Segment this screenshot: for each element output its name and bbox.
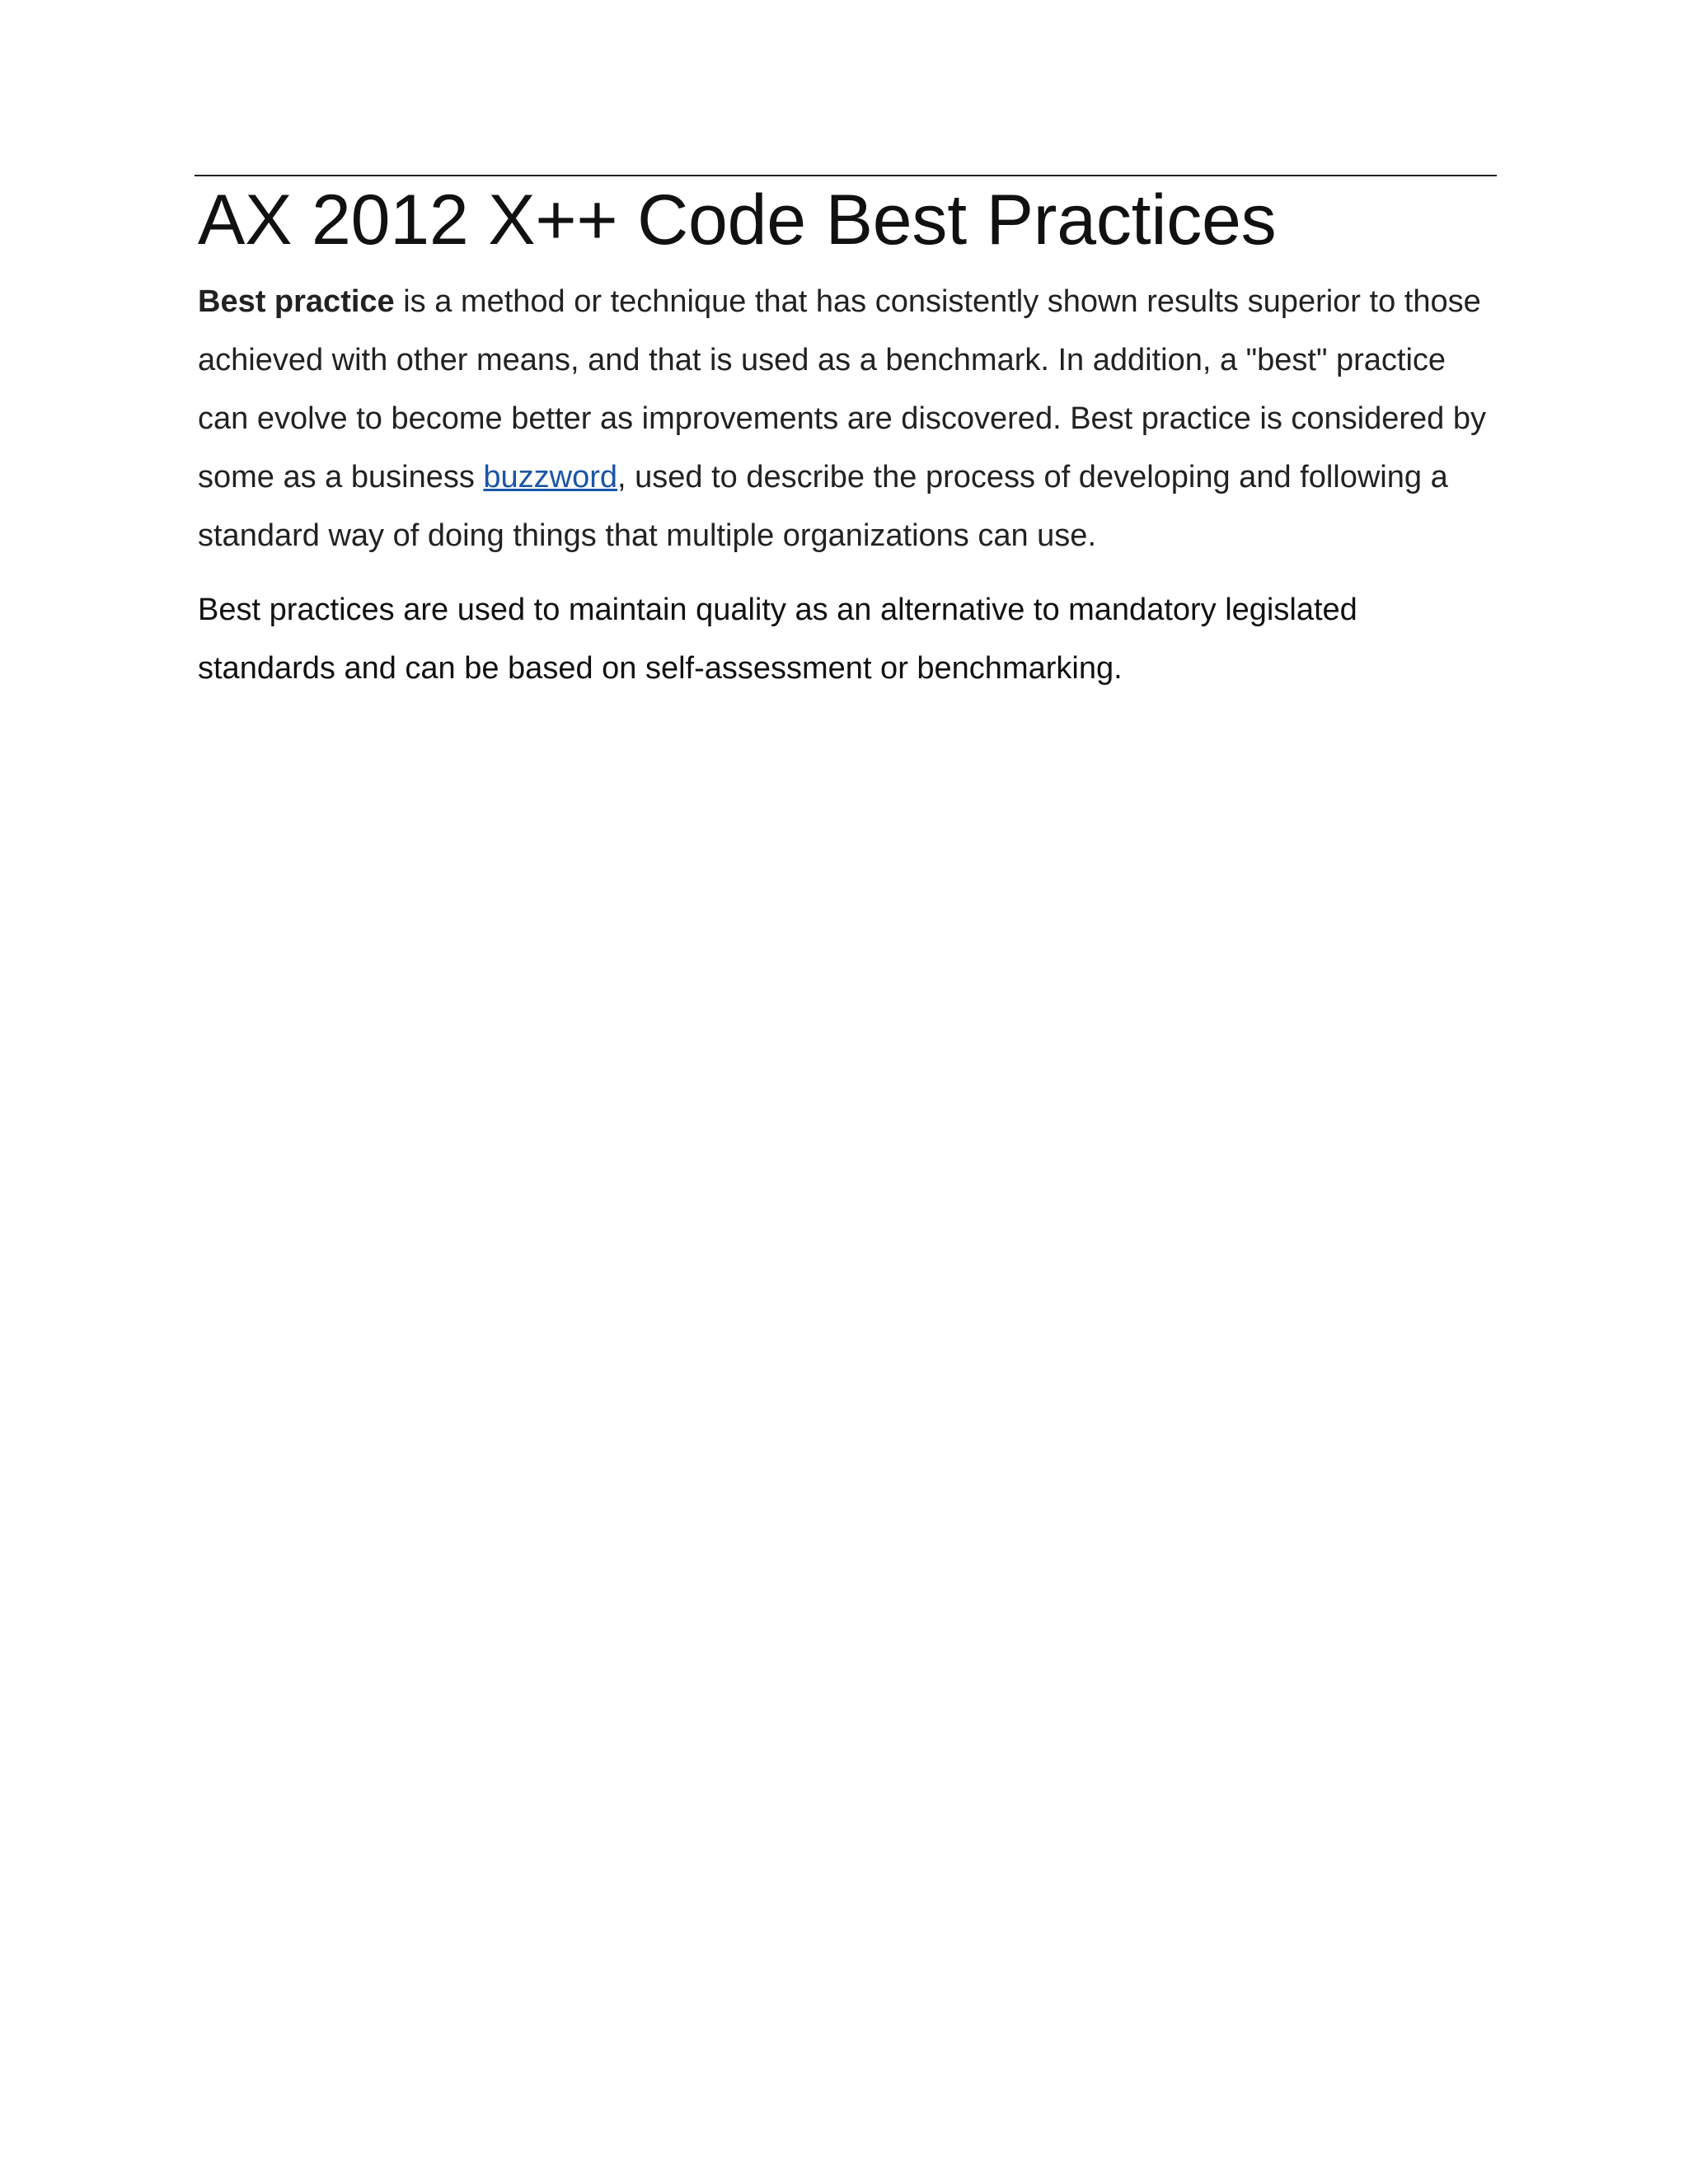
- document-content: [198, 175, 1497, 698]
- intro-text-after-link: , used to describe the process of developing and following a standard way of doing things that multiple organizations can use.: [198, 459, 1448, 553]
- page-title: AX 2012 X++ Code Best Practices: [198, 180, 1277, 260]
- title-divider: [195, 175, 1497, 176]
- intro-paragraph: [198, 273, 1497, 565]
- quality-paragraph: Best practices are used to maintain quality as an alternative to mandatory legislated standards and can be based on self-assessment or benchmarking.: [198, 592, 1357, 686]
- best-practice-term: Best practice: [198, 284, 395, 319]
- intro-text-before-link: is a method or technique that has consistently shown results superior to those achieved with other means, and that is used as a benchmark. In addition, a "best" practice can evolve to become better as improvements are discovered. Best practice is considered by some as a business: [198, 284, 1486, 494]
- buzzword-link[interactable]: buzzword: [483, 459, 618, 494]
